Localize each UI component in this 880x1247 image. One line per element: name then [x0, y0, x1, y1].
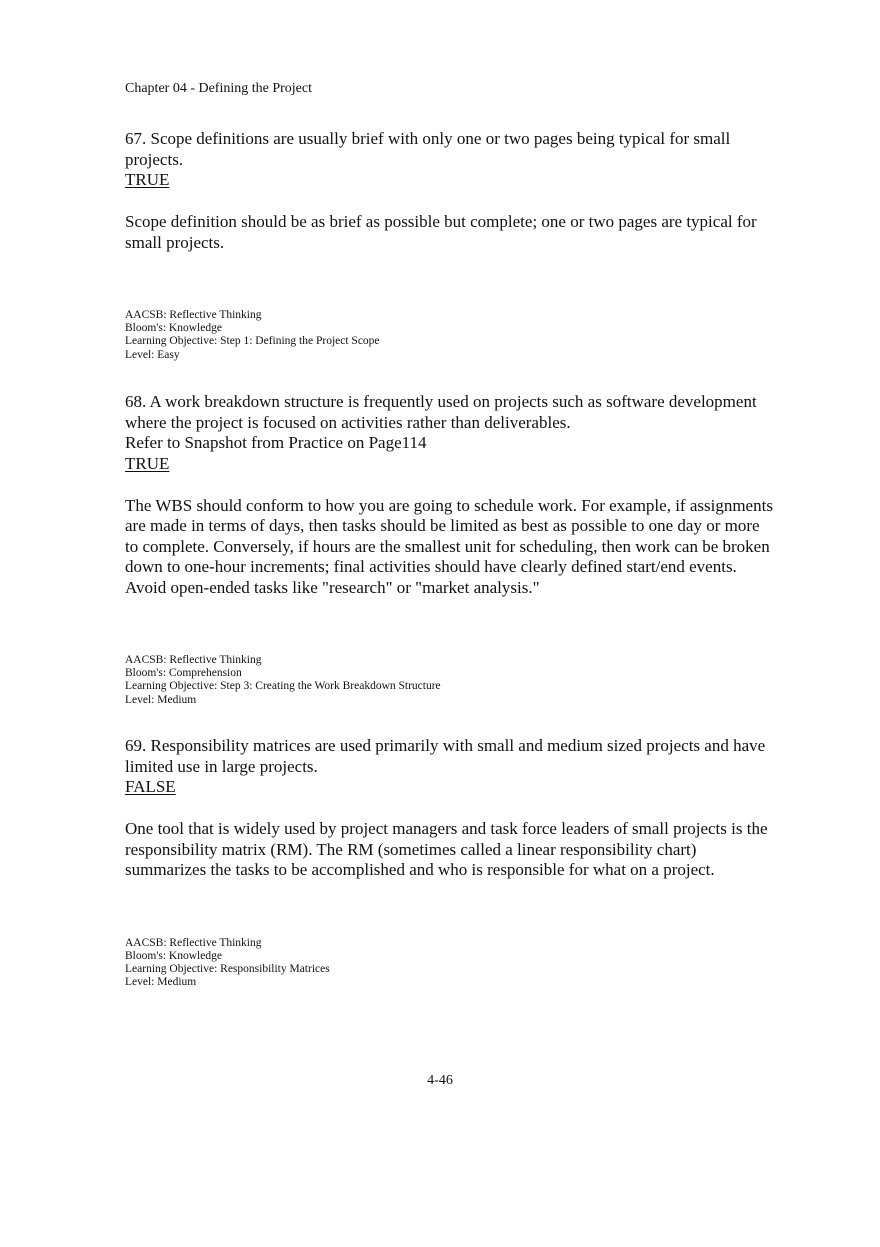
question-block-67: [125, 129, 775, 362]
answer-label: TRUE: [125, 170, 170, 189]
question-block-69: [125, 736, 775, 989]
blooms-tag: Bloom's: Knowledge: [125, 322, 222, 335]
level-tag: Level: Medium: [125, 976, 197, 989]
blooms-tag: Bloom's: Knowledge: [125, 949, 222, 962]
learning-objective-tag: Learning Objective: Step 1: Defining the Project Scope: [125, 335, 380, 348]
learning-objective-tag: Learning Objective: Step 3: Creating the Work Breakdown Structure: [125, 680, 441, 693]
page-number: 4-46: [427, 1073, 453, 1088]
learning-objective-tag: Learning Objective: Responsibility Matrices: [125, 962, 330, 975]
aacsb-tag: AACSB: Reflective Thinking: [125, 309, 262, 321]
aacsb-tag: AACSB: Reflective Thinking: [125, 936, 262, 949]
question-text: 69. Responsibility matrices are used primarily with small and medium sized projects and have limited use in large projects.: [125, 736, 766, 776]
aacsb-tag: AACSB: Reflective Thinking: [125, 654, 262, 666]
chapter-header: Chapter 04 - Defining the Project: [125, 81, 313, 96]
question-text: 67. Scope definitions are usually brief with only one or two pages being typical for small projects.: [125, 129, 731, 169]
answer-explanation: Scope definition should be as brief as possible but complete; one or two pages are typical for small projects.: [125, 212, 757, 252]
question-reference: Refer to Snapshot from Practice on Page114: [125, 433, 427, 452]
metadata-block: [125, 309, 775, 362]
level-tag: Level: Easy: [125, 348, 180, 361]
metadata-block: [125, 654, 775, 707]
answer-explanation: One tool that is widely used by project managers and task force leaders of small projects is the responsibility matrix (RM). The RM (sometimes called a linear responsibility chart) summarizes the tasks to be accomplished and who is responsible for what on a project.: [125, 819, 768, 879]
metadata-block: [125, 937, 775, 990]
answer-explanation: The WBS should conform to how you are going to schedule work. For example, if assignments are made in terms of days, then tasks should be limited as best as possible to one day or more to complete. Conversely, if hours are the smallest unit for scheduling, then work can be broken down to one-hour increments; final activities should have clearly defined start/end events. Avoid open-ended tasks like "research" or "market analysis.": [125, 495, 773, 597]
question-block-68: [125, 392, 775, 707]
level-tag: Level: Medium: [125, 693, 197, 706]
blooms-tag: Bloom's: Comprehension: [125, 667, 242, 680]
answer-label: FALSE: [125, 777, 176, 796]
answer-label: TRUE: [125, 453, 170, 473]
question-text: 68. A work breakdown structure is frequently used on projects such as software development where the project is focused on activities rather than deliverables.: [125, 392, 757, 432]
